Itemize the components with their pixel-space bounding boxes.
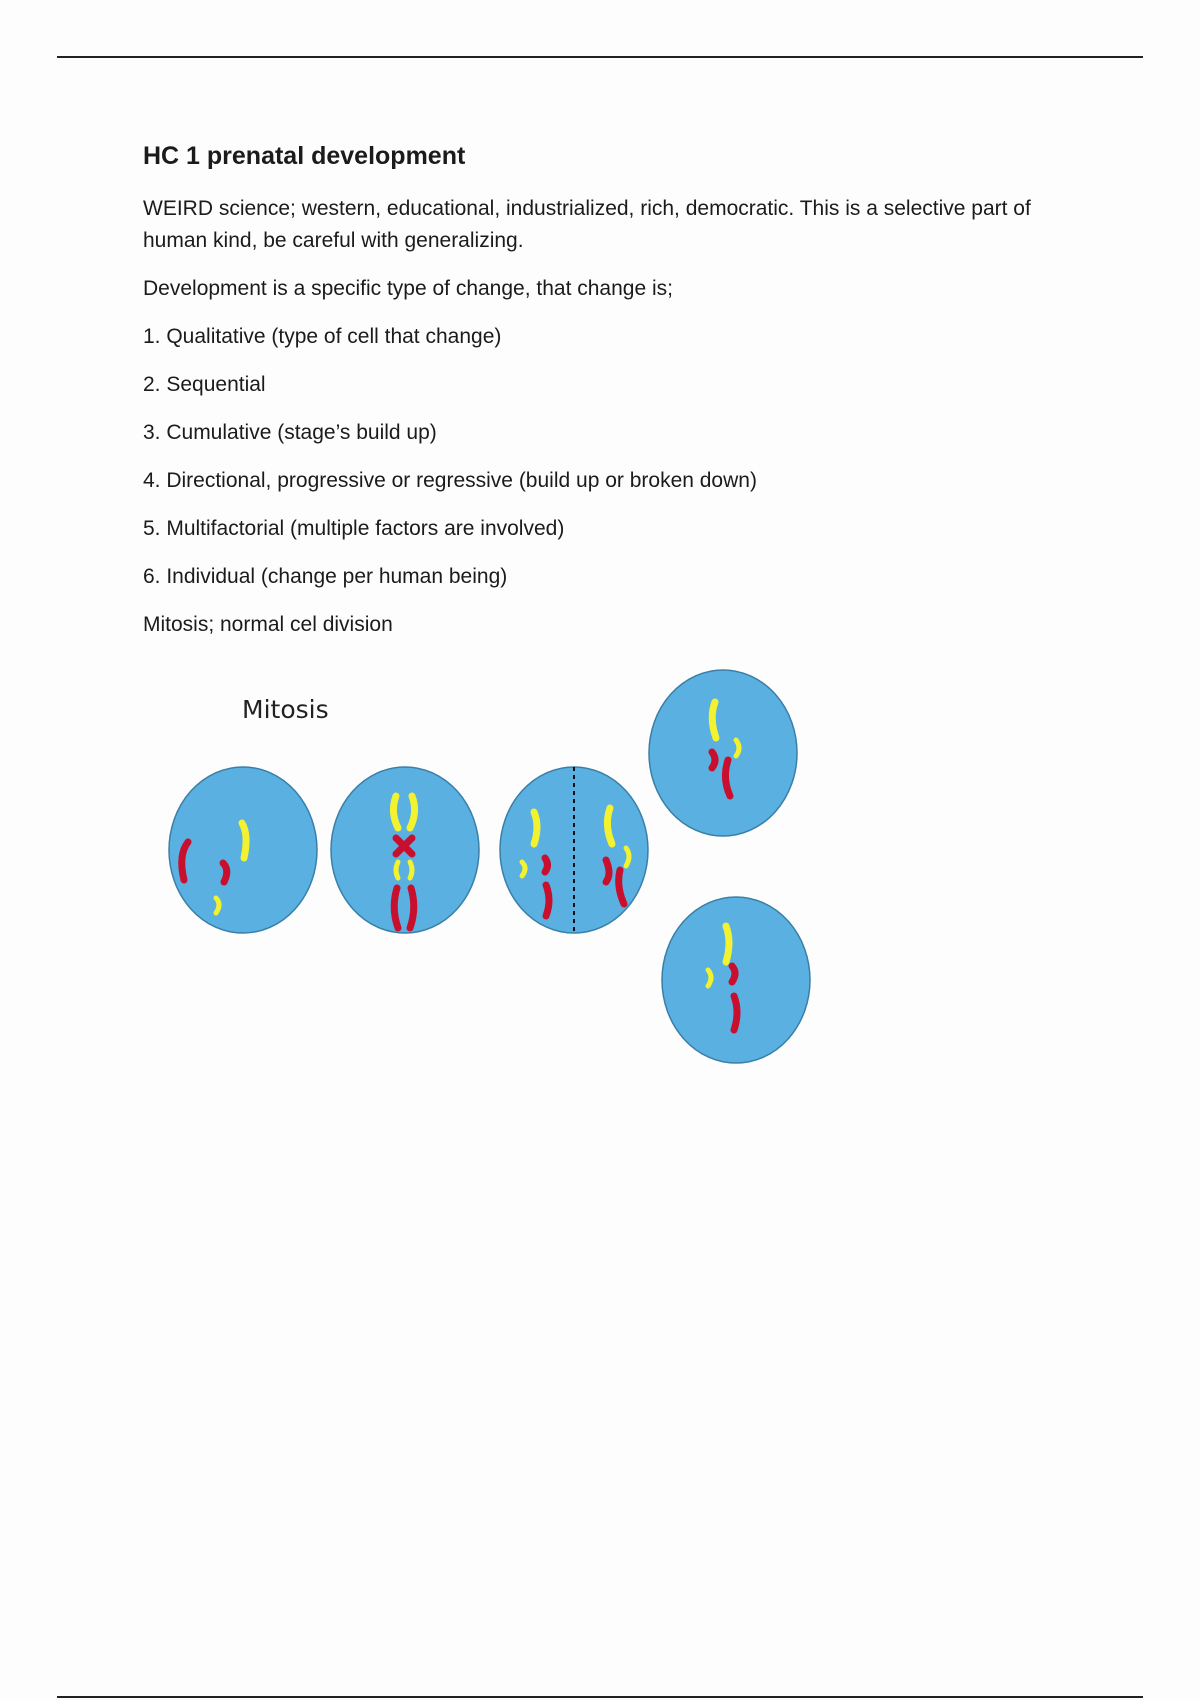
- cell-membrane: [649, 670, 797, 836]
- document-body: [143, 140, 1073, 657]
- list-item: 6. Individual (change per human being): [143, 564, 508, 588]
- cell-4: [649, 670, 797, 836]
- paragraph-weird: WEIRD science; western, educational, industrialized, rich, democratic. This is a selective part of human kind, be careful with generalizing.: [143, 196, 1031, 252]
- chromosome-yellow: [712, 702, 716, 738]
- paragraph-development: Development is a specific type of change, that change is;: [143, 276, 673, 300]
- chromosome-red: [545, 858, 548, 872]
- chromosome-yellow: [534, 812, 537, 844]
- paragraph-mitosis: Mitosis; normal cel division: [143, 612, 393, 636]
- list-item: 4. Directional, progressive or regressive (build up or broken down): [143, 468, 757, 492]
- mitosis-illustration: [150, 660, 830, 1070]
- list-item: 1. Qualitative (type of cell that change): [143, 324, 502, 348]
- change-list: [143, 321, 1073, 593]
- chromosome-red: [410, 888, 414, 928]
- footer-rule: [57, 1696, 1143, 1698]
- cell-1: [169, 767, 317, 933]
- chromosome-yellow: [726, 926, 729, 962]
- list-item: 2. Sequential: [143, 372, 266, 396]
- cell-3: [500, 767, 648, 933]
- page-title: HC 1 prenatal development: [143, 142, 466, 170]
- cell-5: [662, 897, 810, 1063]
- list-item: 5. Multifactorial (multiple factors are involved): [143, 516, 565, 540]
- chromosome-red: [223, 863, 227, 882]
- mitosis-diagram: [150, 660, 830, 1070]
- chromosome-red: [732, 966, 735, 982]
- chromosome-red: [394, 888, 398, 928]
- chromosome-red: [734, 996, 737, 1030]
- chromosome-red: [606, 860, 609, 882]
- cell-2: [331, 767, 479, 933]
- mitosis-label: Mitosis: [242, 695, 329, 724]
- chromosome-yellow: [242, 823, 246, 858]
- chromosome-yellow: [216, 898, 219, 913]
- chromosome-yellow: [708, 970, 711, 986]
- list-item: 3. Cumulative (stage’s build up): [143, 420, 437, 444]
- chromosome-yellow: [522, 862, 525, 876]
- header-rule: [57, 56, 1143, 58]
- chromosome-yellow: [736, 740, 739, 756]
- chromosome-red: [712, 752, 715, 768]
- chromosome-red: [546, 885, 549, 916]
- chromosome-yellow: [410, 862, 412, 878]
- chromosome-yellow: [396, 862, 398, 878]
